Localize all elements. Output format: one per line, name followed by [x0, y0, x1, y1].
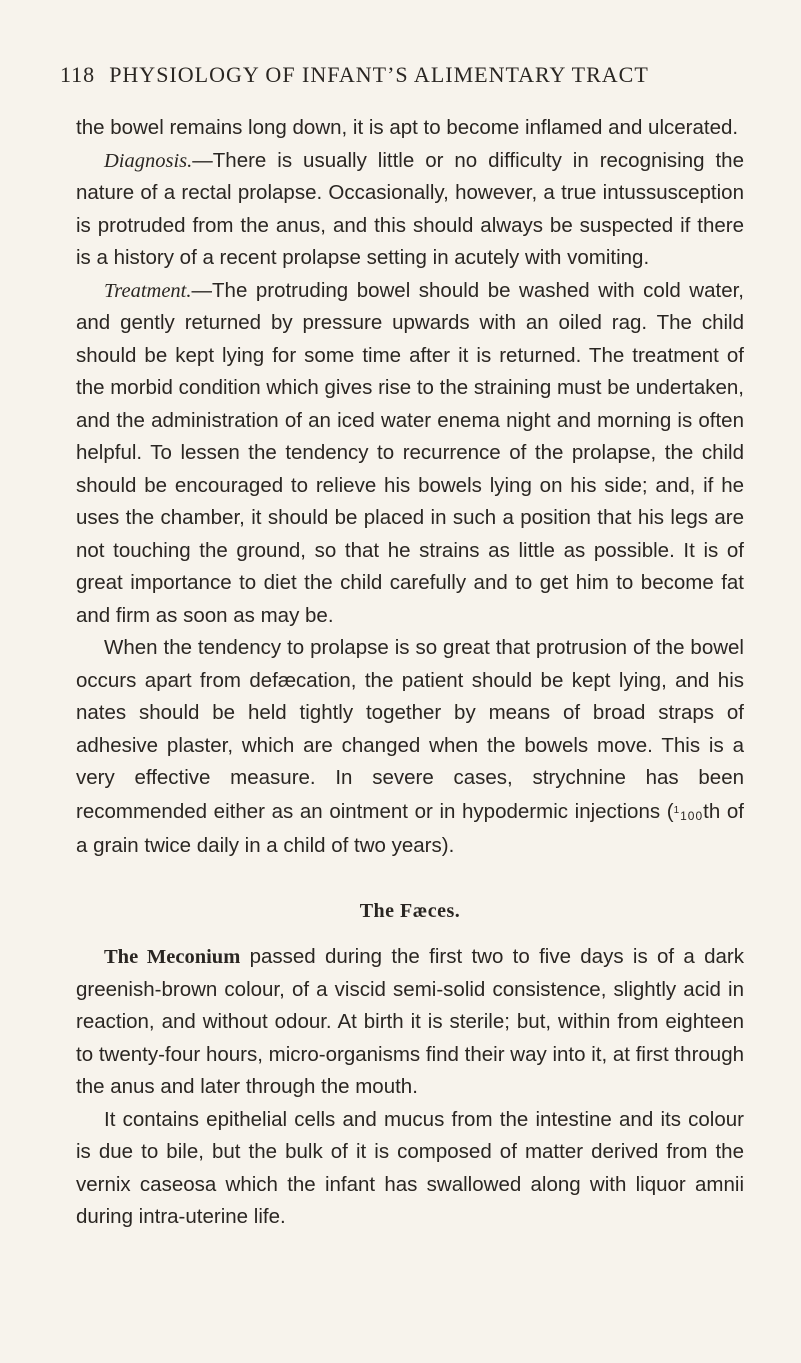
- dose-fraction: [673, 804, 704, 823]
- paragraph-meconium: [76, 941, 744, 1104]
- diagnosis-text: —There is usually little or no difficulty in recognising the nature of a rectal prolapse. Occasionally, however, a true intussusception is protruded from the anus, and this should always be suspected if there is a history of a recent prolapse setting in acutely with vomiting.: [76, 148, 744, 269]
- paragraph-treatment: [76, 275, 744, 633]
- running-header: [60, 62, 750, 88]
- fraction-numerator: 1: [673, 804, 681, 816]
- page-number: 118: [60, 62, 96, 87]
- treatment-lead: Treatment.: [104, 279, 192, 302]
- severe-prolapse-text-before: When the tendency to prolapse is so great that protrusion of the bowel occurs apart from defæcation, the patient should be kept lying, and his nates should be held tightly together by means of broad straps of adhesive plaster, which are changed when the bowels move. This is a very effective measure. In severe cases, strychnine has been recommended either as an ointment or in hypodermic injections (: [76, 636, 744, 823]
- paragraph-diagnosis: [76, 145, 744, 275]
- meconium-text: passed during the first two to five days is of a dark greenish-brown colour, of a viscid semi-solid consistence, slightly acid in reaction, and without odour. At birth it is sterile; but, within from eighteen to twenty-four hours, micro-organisms find their way into it, at first through the anus and later through the mouth.: [76, 945, 745, 1098]
- meconium-lead: The Meconium: [104, 946, 241, 968]
- paragraph-meconium-contents: It contains epithelial cells and mucus from the intestine and its colour is due to bile, but the bulk of it is composed of matter derived from the vernix caseosa which the infant has swallowed along with liquor amnii during intra-uterine life.: [76, 1107, 744, 1228]
- running-title: PHYSIOLOGY OF INFANT’S ALIMENTARY TRACT: [109, 62, 649, 87]
- treatment-text: —The protruding bowel should be washed with cold water, and gently returned by pressure upwards with an oiled rag. The child should be kept lying for some time after it is returned. The treatment of the morbid condition which gives rise to the straining must be undertaken, and the administration of an iced water enema night and morning is often helpful. To lessen the tendency to recurrence of the prolapse, the child should be encouraged to relieve his bowels lying on his side; and, if he uses the chamber, it should be placed in such a position that his legs are not touching the ground, so that he strains as little as possible. It is of great importance to diet the child carefully and to get him to become fat and firm as soon as may be.: [76, 278, 744, 627]
- paragraph-continuation: the bowel remains long down, it is apt to become inflamed and ulcerated.: [76, 116, 739, 139]
- severe-prolapse-text-after: th of a grain twice daily in a child of two years).: [76, 799, 744, 857]
- fraction-denominator: 100: [680, 808, 704, 823]
- section-heading: The Fæces.: [359, 899, 461, 922]
- diagnosis-lead: Diagnosis.: [104, 149, 193, 172]
- page-body: [76, 112, 744, 1234]
- paragraph-severe-prolapse: [76, 632, 744, 863]
